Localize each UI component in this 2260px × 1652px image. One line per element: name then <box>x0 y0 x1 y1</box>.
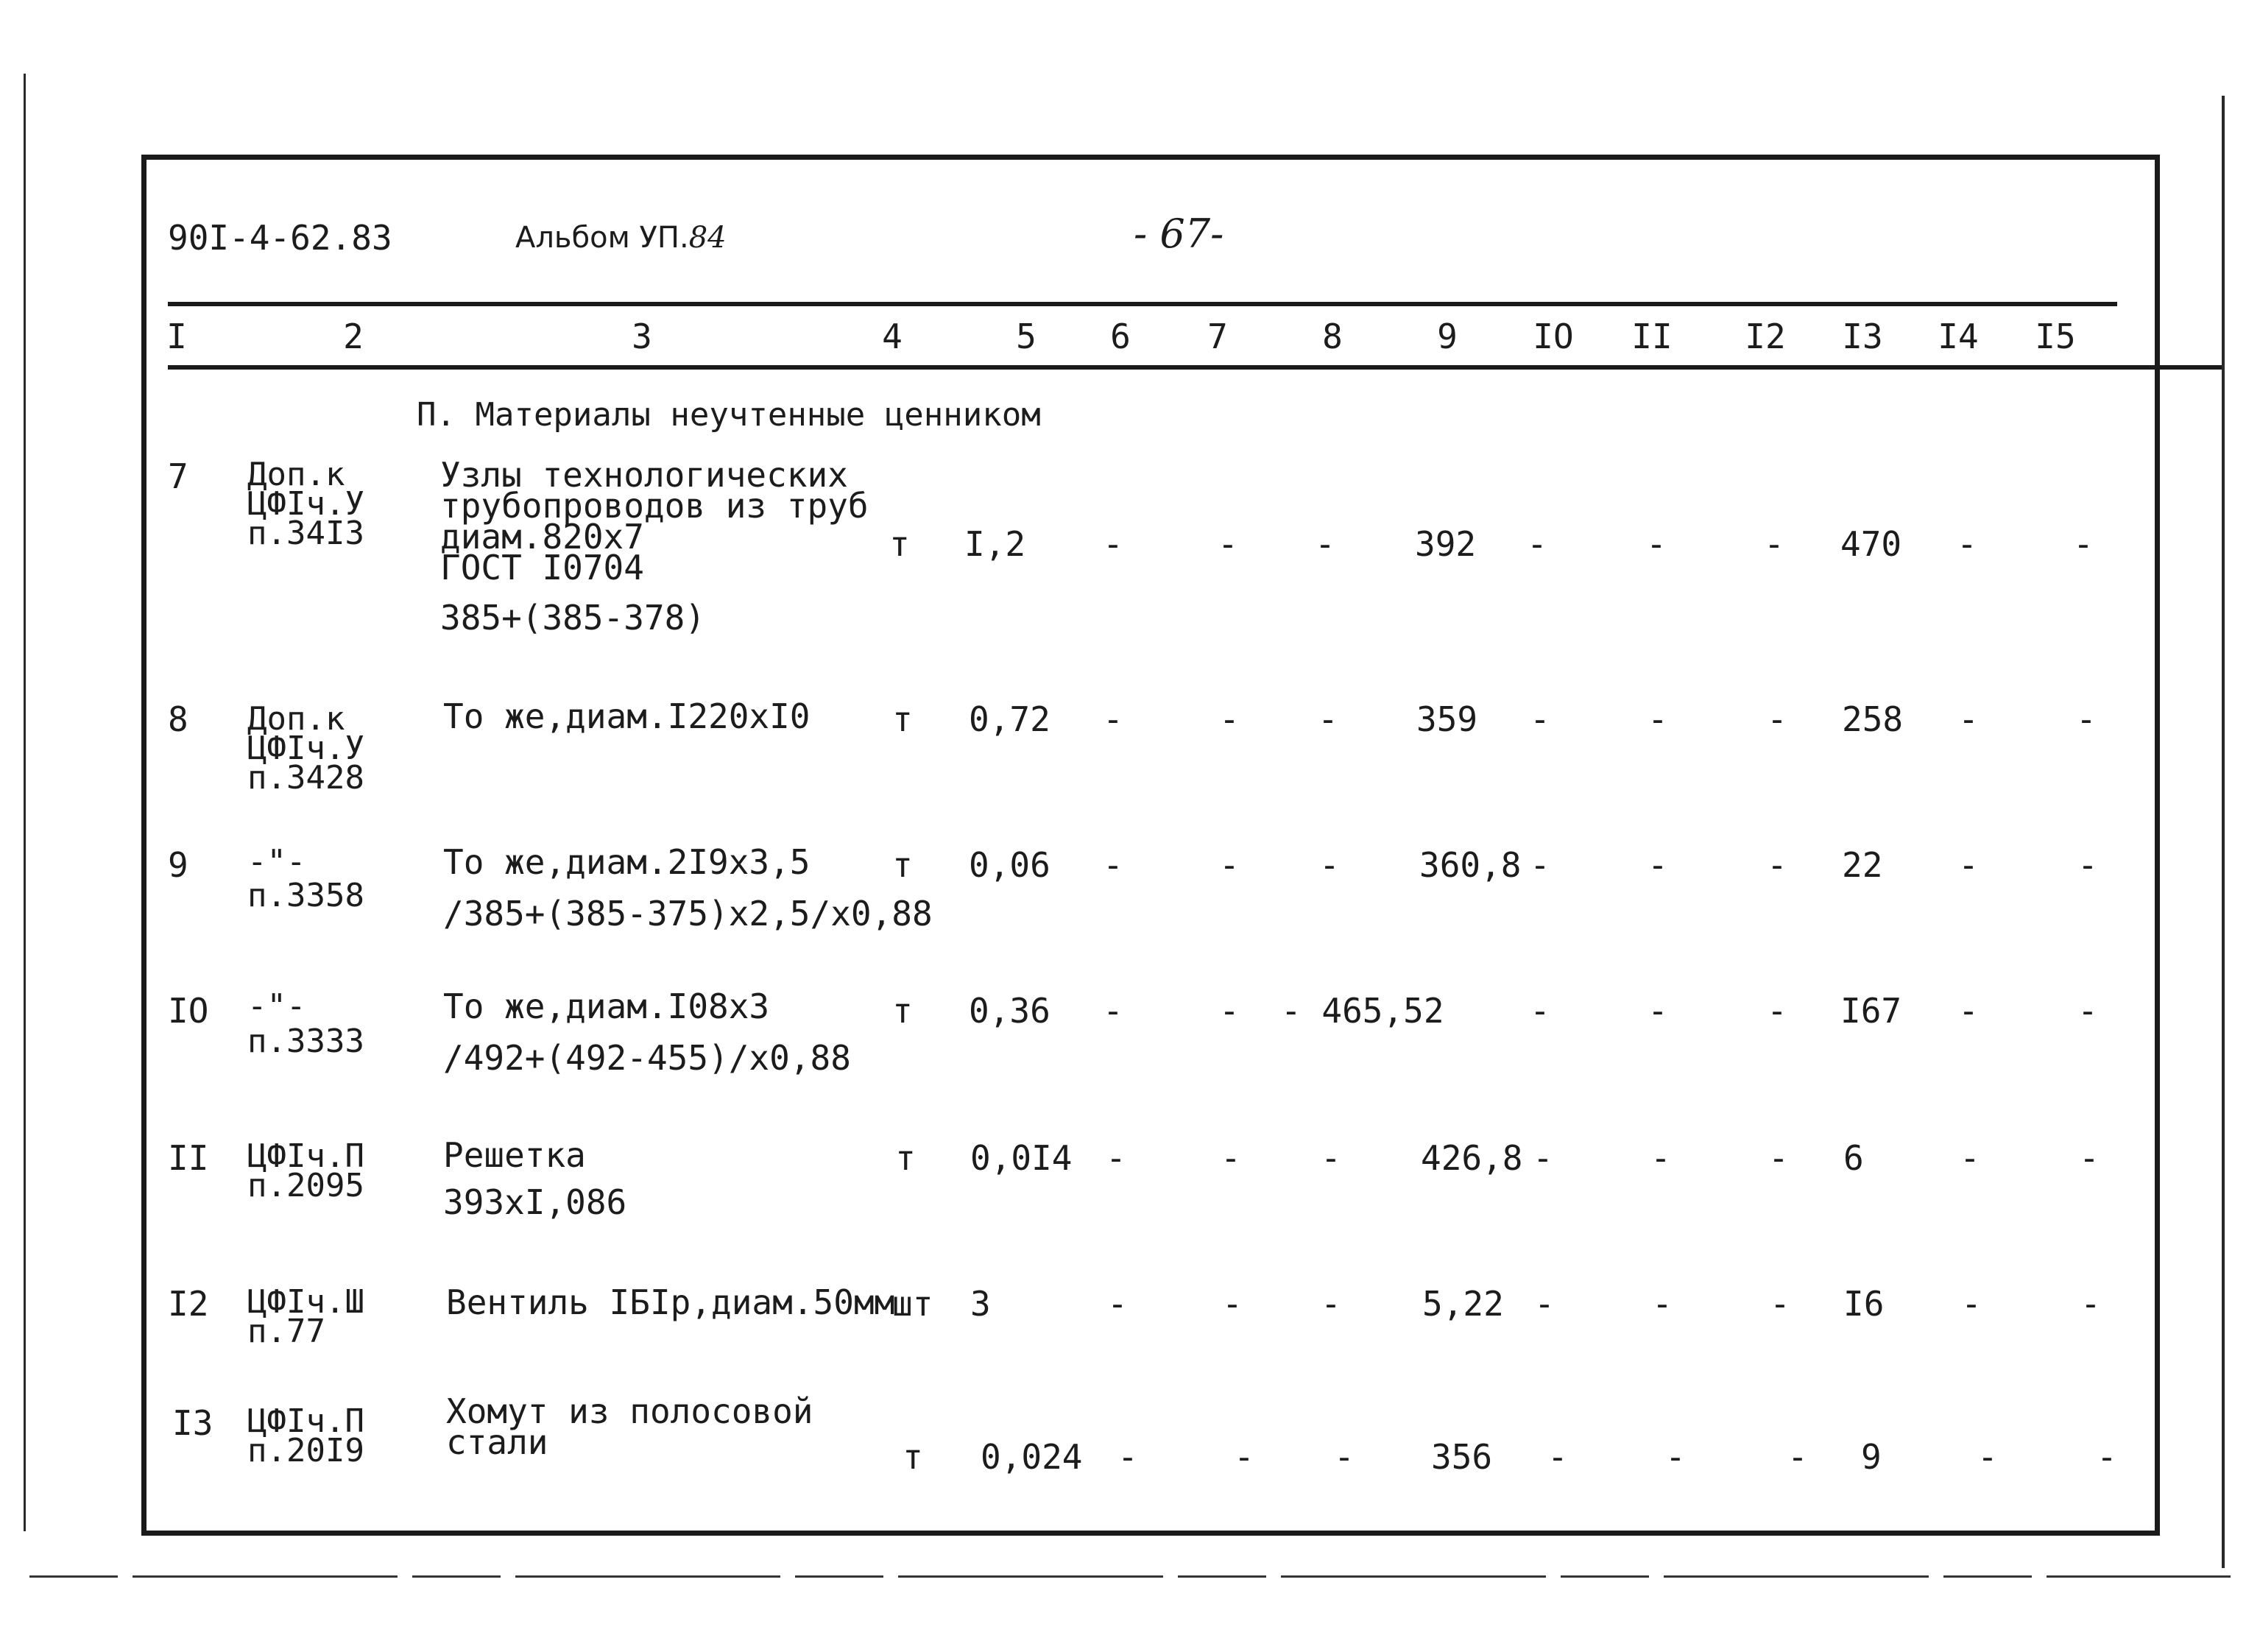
price-formula: /385+(385-375)х2,5/х0,88 <box>443 894 933 933</box>
page-number: - 67- <box>1134 211 1224 257</box>
reference-line: п.3358 <box>247 877 364 914</box>
cell-col7: - <box>1222 1284 1243 1324</box>
description-line: То же,диам.I08х3 <box>443 986 770 1026</box>
cell-col13: 9 <box>1861 1437 1882 1477</box>
reference-line: Доп.к <box>247 700 345 738</box>
reference-line: ЦФIч.Ш <box>247 1283 364 1321</box>
cell-col6: - <box>1106 1138 1126 1178</box>
unit: т <box>892 991 913 1031</box>
cell-col11: - <box>1648 845 1668 885</box>
cell-col7: - <box>1219 991 1240 1031</box>
column-number-2: 2 <box>343 317 364 356</box>
cell-col6: - <box>1103 699 1123 739</box>
cell-col10: - <box>1533 1138 1553 1178</box>
album-handwritten-number: 84 <box>688 221 727 255</box>
row-number: I2 <box>168 1284 209 1324</box>
cell-col7: - <box>1221 1138 1241 1178</box>
column-number-11: II <box>1631 317 1673 356</box>
table-header-rule <box>168 365 2222 370</box>
cell-col15: - <box>2080 1284 2101 1324</box>
description-line: Хомут из полосовой <box>446 1391 813 1431</box>
document-code: 90I-4-62.83 <box>168 218 392 258</box>
unit: т <box>903 1437 923 1477</box>
cell-col5: 3 <box>970 1284 991 1324</box>
cell-col15: - <box>2077 845 2098 885</box>
cell-col9: 392 <box>1415 524 1477 564</box>
reference-line: ЦФIч.П <box>247 1137 364 1175</box>
cell-col5: I,2 <box>964 524 1026 564</box>
reference-line: ЦФIч.У <box>247 485 364 523</box>
column-number-13: I3 <box>1842 317 1883 356</box>
section-title: П. Материалы неучтенные ценником <box>417 396 1041 434</box>
cell-col14: - <box>1961 1284 1982 1324</box>
cell-col11: - <box>1665 1437 1686 1477</box>
cell-col10: - <box>1530 991 1550 1031</box>
row-number: IO <box>168 991 209 1031</box>
cell-col8: - <box>1334 1437 1355 1477</box>
column-number-9: 9 <box>1437 317 1458 356</box>
cell-col12: - <box>1768 1138 1789 1178</box>
column-number-3: 3 <box>632 317 652 356</box>
cell-col10: - <box>1534 1284 1555 1324</box>
reference-line: п.3333 <box>247 1023 364 1060</box>
cell-col11: - <box>1648 699 1668 739</box>
cell-col6: - <box>1107 1284 1128 1324</box>
row-number: 9 <box>168 845 188 885</box>
cell-col8: - <box>1319 845 1340 885</box>
column-number-10: IO <box>1533 317 1574 356</box>
description-line: трубопроводов из труб <box>440 486 869 526</box>
cell-col6: - <box>1103 845 1123 885</box>
unit: шт <box>892 1284 933 1324</box>
column-number-15: I5 <box>2035 317 2076 356</box>
reference-line: п.20I9 <box>247 1432 364 1469</box>
cell-col14: - <box>1960 1138 1980 1178</box>
cell-col9: 359 <box>1416 699 1478 739</box>
reference-line: ЦФIч.П <box>247 1402 364 1440</box>
row-number: 8 <box>168 699 188 739</box>
reference-line: п.3428 <box>247 759 364 797</box>
reference-line: -"- <box>247 843 306 880</box>
column-number-8: 8 <box>1322 317 1343 356</box>
cell-col7: - <box>1218 524 1238 564</box>
cell-col15: - <box>2076 699 2097 739</box>
unit: т <box>892 845 913 885</box>
album-label <box>515 221 727 255</box>
reference-line: -"- <box>247 987 306 1025</box>
cell-col9: 426,8 <box>1421 1138 1523 1178</box>
cell-col13: I6 <box>1843 1284 1885 1324</box>
column-number-7: 7 <box>1207 317 1228 356</box>
cell-col12: - <box>1767 991 1787 1031</box>
cell-col14: - <box>1958 699 1979 739</box>
cell-col14: - <box>1977 1437 1998 1477</box>
cell-col12: - <box>1767 699 1787 739</box>
row-number: 7 <box>168 456 188 496</box>
scan-edge-right <box>2222 96 2225 1568</box>
cell-col9: 356 <box>1431 1437 1493 1477</box>
unit: т <box>889 524 910 564</box>
cell-col10: - <box>1547 1437 1568 1477</box>
cell-col15: - <box>2077 991 2098 1031</box>
price-formula: 393хI,086 <box>443 1182 627 1222</box>
price-formula: /492+(492-455)/х0,88 <box>443 1038 851 1078</box>
cell-col5: 0,36 <box>969 991 1050 1031</box>
reference-line: ЦФIч.У <box>247 730 364 767</box>
cell-col12: - <box>1787 1437 1808 1477</box>
reference-line: п.2095 <box>247 1167 364 1204</box>
description-line: стали <box>446 1422 548 1462</box>
cell-col14: - <box>1957 524 1977 564</box>
column-number-14: I4 <box>1938 317 1979 356</box>
cell-col7: - <box>1219 699 1240 739</box>
cell-col8: - <box>1321 1138 1341 1178</box>
column-number-6: 6 <box>1110 317 1131 356</box>
cell-col12: - <box>1770 1284 1790 1324</box>
cell-col7: - <box>1234 1437 1254 1477</box>
column-number-1: I <box>166 317 187 356</box>
cell-col13: 22 <box>1842 845 1883 885</box>
description-line: То же,диам.I220хI0 <box>443 696 811 736</box>
cell-col8: - <box>1318 699 1338 739</box>
price-formula: 385+(385-378) <box>440 598 706 638</box>
description-line: Вентиль IБIр,диам.50мм <box>446 1282 895 1322</box>
album-name: Альбом УП. <box>515 221 689 255</box>
scan-edge-left <box>24 74 26 1531</box>
unit: т <box>892 699 913 739</box>
reference-line: Доп.к <box>247 456 345 493</box>
cell-col11: - <box>1646 524 1667 564</box>
cell-col13: 6 <box>1843 1138 1864 1178</box>
cell-col12: - <box>1767 845 1787 885</box>
column-number-12: I2 <box>1745 317 1786 356</box>
description-line: Решетка <box>443 1135 586 1175</box>
cell-col14: - <box>1958 845 1979 885</box>
cell-col9: 360,8 <box>1419 845 1522 885</box>
unit: т <box>895 1138 916 1178</box>
row-number: I3 <box>172 1403 213 1443</box>
cell-col13: 470 <box>1840 524 1902 564</box>
cell-col5: 0,0I4 <box>970 1138 1073 1178</box>
cell-col5: 0,06 <box>969 845 1050 885</box>
cell-col6: - <box>1117 1437 1138 1477</box>
cell-col7: - <box>1219 845 1240 885</box>
cell-col10: - <box>1530 699 1550 739</box>
description-line: Узлы технологических <box>440 455 848 495</box>
description-line: То же,диам.2I9х3,5 <box>443 842 811 882</box>
column-number-4: 4 <box>882 317 903 356</box>
row-number: II <box>168 1138 209 1178</box>
cell-col11: - <box>1650 1138 1671 1178</box>
cell-col5: 0,024 <box>981 1437 1083 1477</box>
cell-col13: 258 <box>1842 699 1904 739</box>
cell-col15: - <box>2097 1437 2117 1477</box>
cell-col15: - <box>2079 1138 2100 1178</box>
cell-col8: - <box>1321 1284 1341 1324</box>
cell-col5: 0,72 <box>969 699 1050 739</box>
cell-col6: - <box>1103 524 1123 564</box>
description-line: диам.820х7 <box>440 517 644 557</box>
cell-col15: - <box>2073 524 2094 564</box>
cell-col8: - <box>1315 524 1335 564</box>
reference-line: п.34I3 <box>247 515 364 552</box>
cell-col10: - <box>1530 845 1550 885</box>
cell-col11: - <box>1648 991 1668 1031</box>
cell-col8: - 465,52 <box>1281 991 1444 1031</box>
cell-col11: - <box>1652 1284 1673 1324</box>
column-number-5: 5 <box>1016 317 1037 356</box>
cell-col10: - <box>1527 524 1547 564</box>
cell-col13: I67 <box>1840 991 1902 1031</box>
scan-edge-bottom <box>29 1575 2231 1578</box>
cell-col9: 5,22 <box>1422 1284 1504 1324</box>
reference-line: п.77 <box>247 1313 325 1350</box>
table-top-rule <box>168 302 2117 306</box>
cell-col6: - <box>1103 991 1123 1031</box>
cell-col14: - <box>1958 991 1979 1031</box>
description-line: ГОСТ I0704 <box>440 548 644 587</box>
cell-col12: - <box>1764 524 1784 564</box>
